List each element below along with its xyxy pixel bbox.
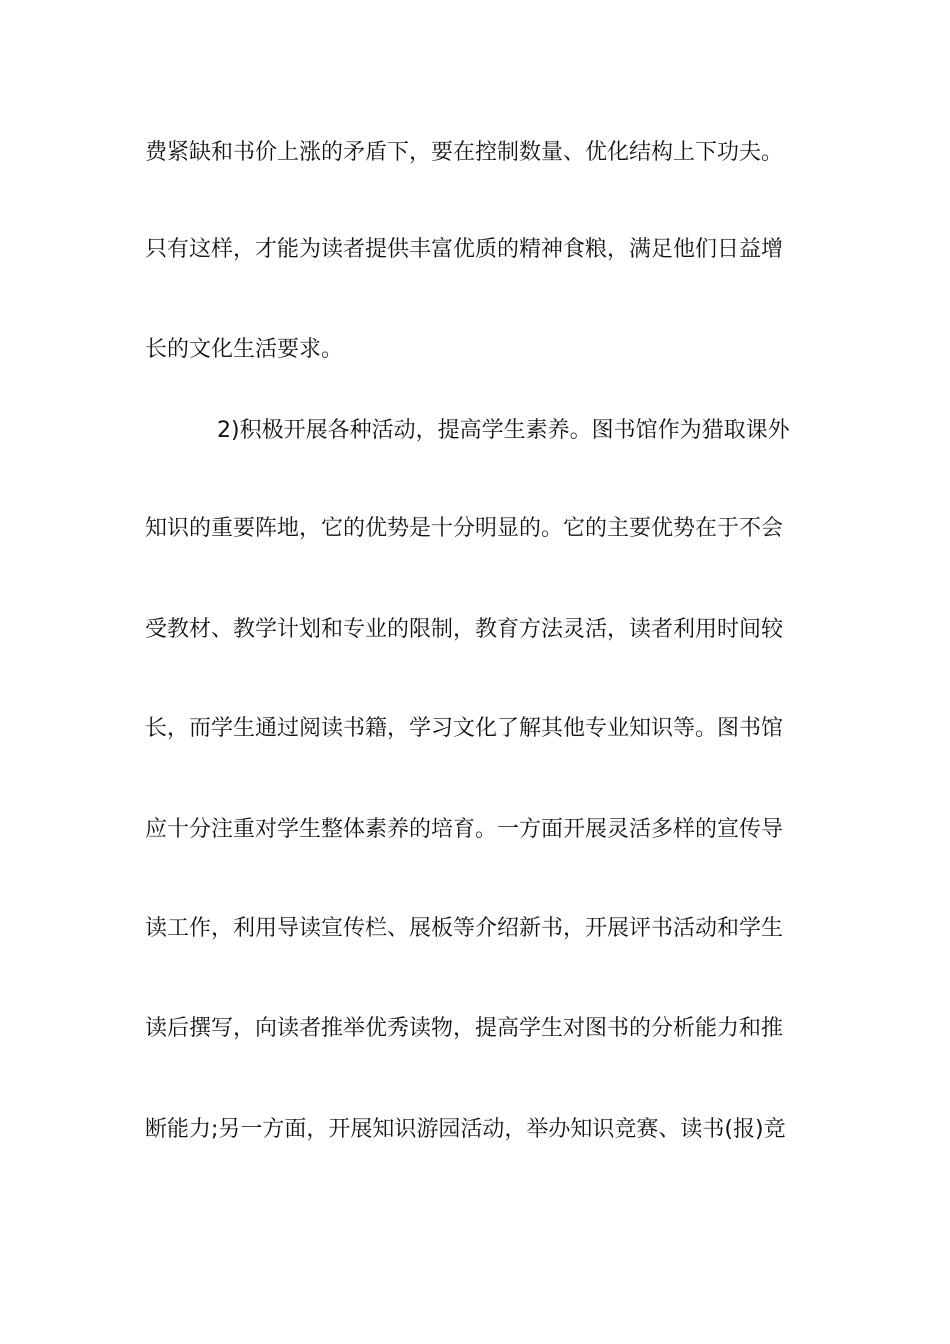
- text-line: 读工作，利用导读宣传栏、展板等介绍新书，开展评书活动和学生: [145, 916, 784, 941]
- text-line: 断能力;另一方面，开展知识游园活动，举办知识竞赛、读书(报)竞: [145, 1117, 786, 1142]
- text-line: 只有这样，才能为读者提供丰富优质的精神食粮，满足他们日益增: [145, 237, 784, 262]
- text-line: 读后撰写，向读者推举优秀读物，提高学生对图书的分析能力和推: [145, 1016, 784, 1041]
- text-line: 应十分注重对学生整体素养的培育。一方面开展灵活多样的宣传导: [145, 817, 784, 842]
- text-line: 受教材、教学计划和专业的限制，教育方法灵活，读者利用时间较: [145, 617, 784, 642]
- text-line: 长的文化生活要求。: [145, 337, 344, 362]
- text-line: 知识的重要阵地，它的优势是十分明显的。它的主要优势在于不会: [145, 516, 784, 541]
- text-line: 费紧缺和书价上涨的矛盾下，要在控制数量、优化结构上下功夫。: [145, 140, 784, 165]
- text-line-indented: 2)积极开展各种活动，提高学生素养。图书馆作为猎取课外: [217, 418, 790, 443]
- text-line: 长，而学生通过阅读书籍，学习文化了解其他专业知识等。图书馆: [145, 716, 784, 741]
